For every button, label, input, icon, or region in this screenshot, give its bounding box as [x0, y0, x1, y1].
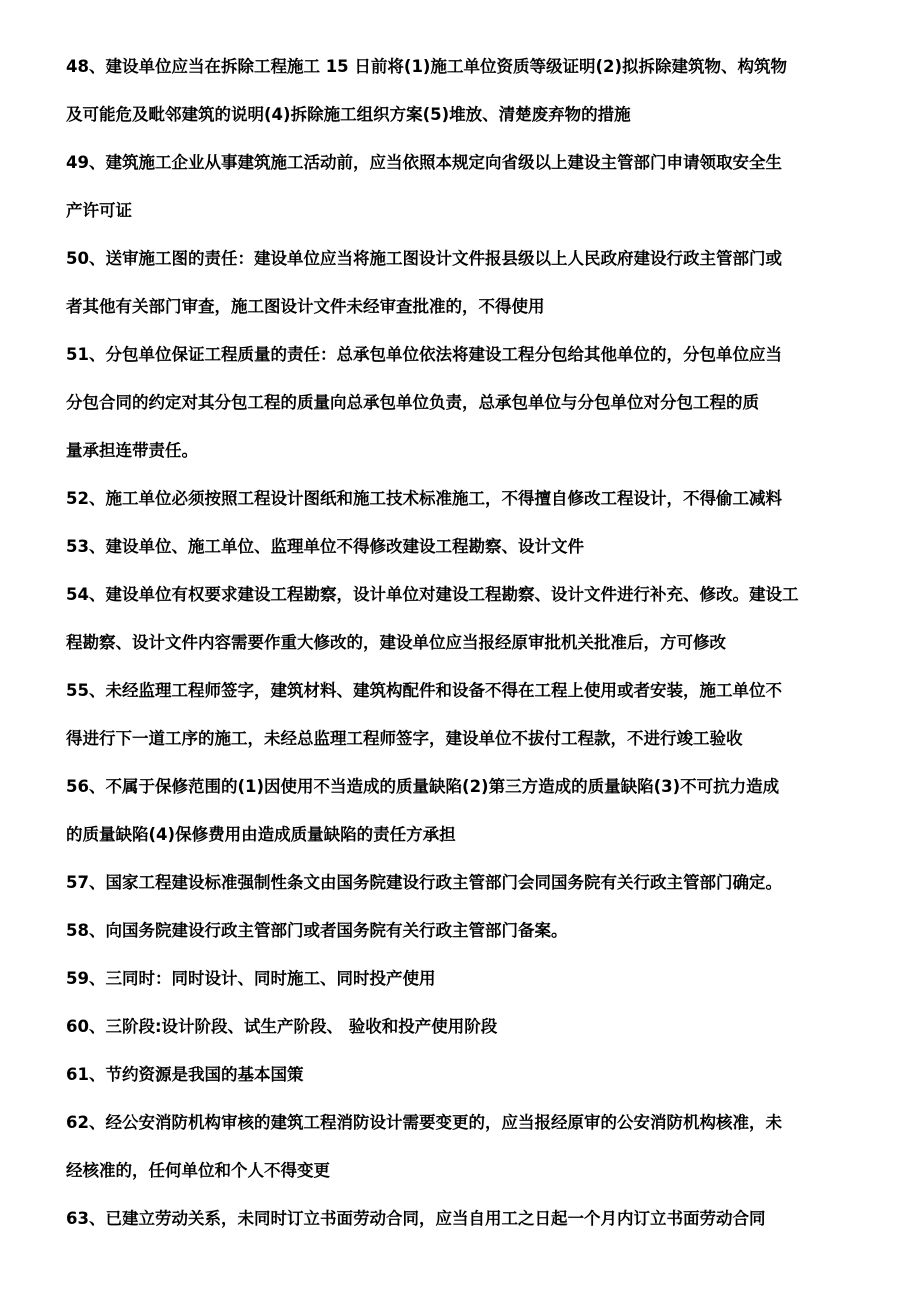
item-63-line-1: 63、已建立劳动关系，未同时订立书面劳动合同，应当自用工之日起一个月内订立书面劳动合同 [66, 1209, 766, 1228]
item-51-line-2: 分包合同的约定对其分包工程的质量向总承包单位负责，总承包单位与分包单位对分包工程的质 [66, 393, 759, 412]
item-53-line-1: 53、建设单位、施工单位、监理单位不得修改建设工程勘察、设计文件 [66, 537, 584, 556]
item-60-line-1: 60、三阶段:设计阶段、试生产阶段、 验收和投产使用阶段 [66, 1017, 498, 1036]
item-58-line-1: 58、向国务院建设行政主管部门或者国务院有关行政主管部门备案。 [66, 921, 568, 940]
item-48-line-2: 及可能危及毗邻建筑的说明(4)拆除施工组织方案(5)堆放、清楚废弃物的措施 [66, 105, 631, 124]
item-51-line-1: 51、分包单位保证工程质量的责任：总承包单位依法将建设工程分包给其他单位的，分包单位应当 [66, 345, 782, 364]
item-51-line-3: 量承担连带责任。 [66, 441, 198, 460]
item-54-line-1: 54、建设单位有权要求建设工程勘察，设计单位对建设工程勘察、设计文件进行补充、修改。建设工 [66, 585, 799, 604]
item-48-line-1: 48、建设单位应当在拆除工程施工 15 日前将(1)施工单位资质等级证明(2)拟拆除建筑物、构筑物 [66, 57, 788, 76]
item-50-line-2: 者其他有关部门审查，施工图设计文件未经审查批准的，不得使用 [66, 297, 545, 316]
item-56-line-1: 56、不属于保修范围的(1)因使用不当造成的质量缺陷(2)第三方造成的质量缺陷(3)不可抗力造成 [66, 777, 780, 796]
item-49-line-2: 产许可证 [66, 201, 132, 220]
item-55-line-2: 得进行下一道工序的施工，未经总监理工程师签字，建设单位不拔付工程款，不进行竣工验收 [66, 729, 743, 748]
item-55-line-1: 55、未经监理工程师签字，建筑材料、建筑构配件和设备不得在工程上使用或者安装，施工单位不 [66, 681, 782, 700]
item-52-line-1: 52、施工单位必须按照工程设计图纸和施工技术标准施工，不得擅自修改工程设计，不得偷工减料 [66, 489, 782, 508]
item-54-line-2: 程勘察、设计文件内容需要作重大修改的，建设单位应当报经原审批机关批准后，方可修改 [66, 633, 726, 652]
item-57-line-1: 57、国家工程建设标准强制性条文由国务院建设行政主管部门会同国务院有关行政主管部门确定。 [66, 873, 782, 892]
item-59-line-1: 59、三同时：同时设计、同时施工、同时投产使用 [66, 969, 436, 988]
item-49-line-1: 49、建筑施工企业从事建筑施工活动前，应当依照本规定向省级以上建设主管部门申请领取安全生 [66, 153, 782, 172]
item-62-line-2: 经核准的，任何单位和个人不得变更 [66, 1161, 330, 1180]
item-56-line-2: 的质量缺陷(4)保修费用由造成质量缺陷的责任方承担 [66, 825, 456, 844]
item-50-line-1: 50、送审施工图的责任：建设单位应当将施工图设计文件报县级以上人民政府建设行政主管部门或 [66, 249, 782, 268]
item-62-line-1: 62、经公安消防机构审核的建筑工程消防设计需要变更的，应当报经原审的公安消防机构核准，未 [66, 1113, 782, 1132]
item-61-line-1: 61、节约资源是我国的基本国策 [66, 1065, 304, 1084]
